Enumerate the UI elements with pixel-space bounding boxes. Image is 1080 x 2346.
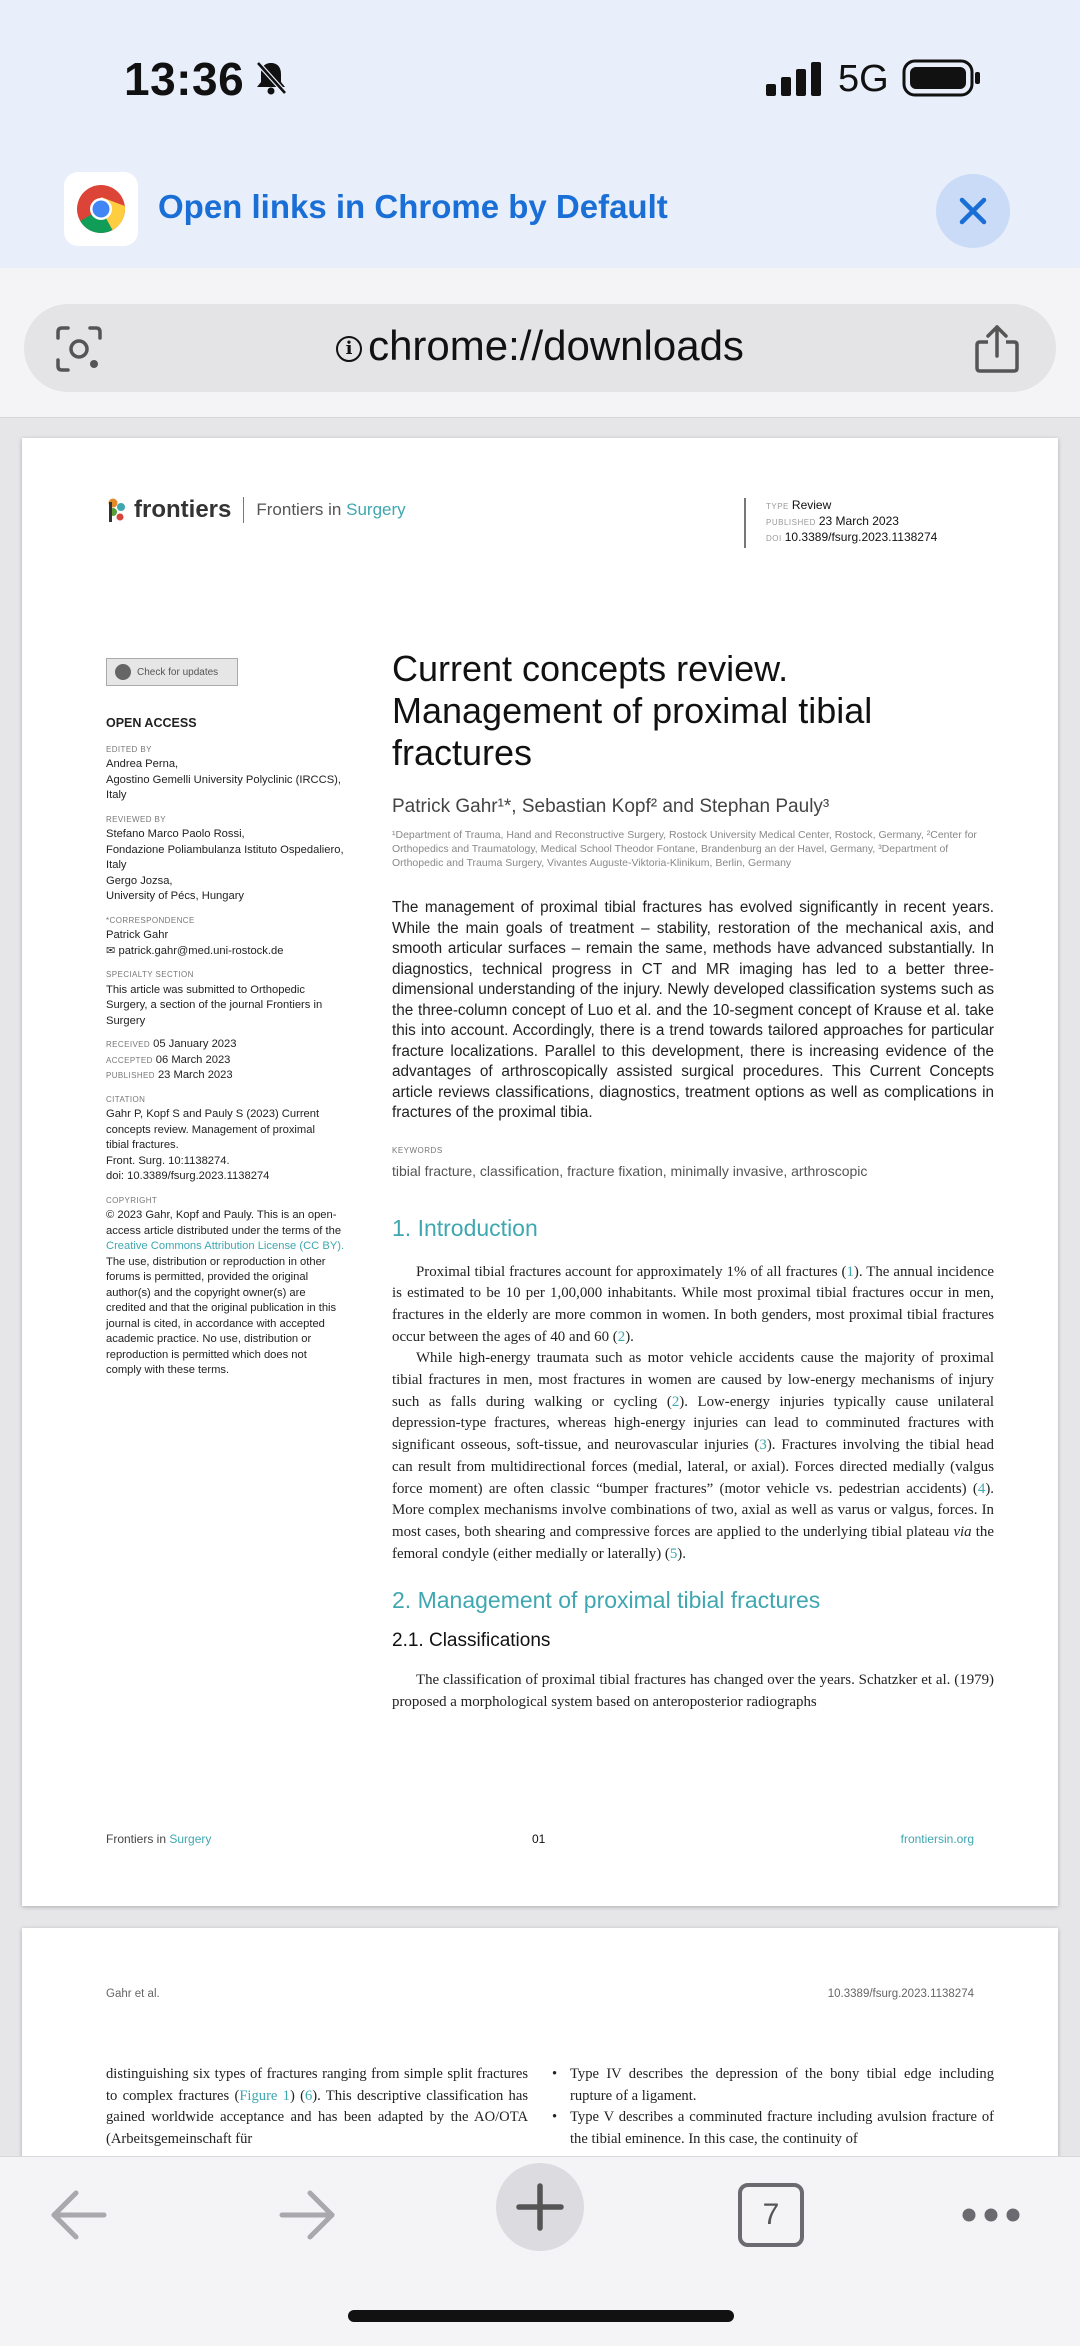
tab-switcher-button[interactable]: 7 bbox=[738, 2183, 804, 2247]
citation-link[interactable]: 2 bbox=[617, 1328, 626, 1345]
edited-by: Andrea Perna, Agostino Gemelli University Polyclinic (IRCCS), Italy bbox=[106, 758, 341, 801]
arrow-left-icon bbox=[48, 2189, 108, 2241]
correspondence-name: Patrick Gahr bbox=[106, 929, 169, 941]
reviewed-by-label: REVIEWED BY bbox=[106, 814, 166, 824]
frontiers-leaf-icon bbox=[106, 497, 128, 523]
specialty-section: This article was submitted to Orthopedic Surgery, a section of the journal Frontiers in Surgery bbox=[106, 983, 323, 1027]
published-value: 23 March 2023 bbox=[818, 514, 899, 528]
license-link[interactable]: Creative Commons Attribution License (CC BY). bbox=[106, 1240, 345, 1252]
list-item bbox=[552, 2107, 994, 2150]
top-area bbox=[0, 0, 1080, 268]
article-meta bbox=[744, 498, 937, 548]
address-bar[interactable] bbox=[24, 304, 1056, 392]
specialty-label: SPECIALTY SECTION bbox=[106, 970, 194, 979]
text-run: While high-energy traumata such as motor vehicle accidents cause the majority of proximal tibial fractures in men, most fractures in women are caused by low-energy mechanisms of injury such as falls during walking or cycling ( bbox=[392, 1350, 994, 1410]
doi-value: 10.3389/fsurg.2023.1138274 bbox=[784, 530, 938, 544]
footer-prefix: Frontiers in bbox=[106, 1832, 167, 1846]
more-dots-icon bbox=[962, 2208, 1020, 2222]
url-text[interactable] bbox=[24, 322, 1056, 370]
bell-muted-icon bbox=[254, 60, 288, 96]
logo-divider bbox=[243, 497, 244, 523]
accepted-label: ACCEPTED bbox=[106, 1055, 153, 1065]
affiliations: ¹Department of Trauma, Hand and Reconstructive Surgery, Rostock University Medical Center, Rostock, Germany, ²Center for Orthopedics and Traumatology, Medical School Theodor Fontane, Brandenburg an der Havel, Germany, ³Department of Orthopedic and Trauma Surgery, Vivantes Auguste-Viktoria-Klinikum, Berlin, Germany bbox=[392, 829, 977, 869]
citation-link[interactable]: 3 bbox=[759, 1437, 767, 1454]
home-indicator[interactable] bbox=[348, 2310, 734, 2322]
journal-title: Surgery bbox=[346, 500, 406, 519]
copyright-text: © 2023 Gahr, Kopf and Pauly. This is an open- access article distributed under the terms of the bbox=[106, 1209, 342, 1237]
text-run: ). More complex mechanisms involve combinations of two, axial as well as varus or valgus, forces. In most cases, both shearing and compressive forces are applied to the underlying tibial plateau bbox=[392, 1480, 994, 1540]
status-time: 13:36 bbox=[124, 53, 245, 105]
list-item-text: Type V describes a comminuted fracture including avulsion fracture of the tibial eminence. In this case, the continuity of bbox=[570, 2109, 994, 2147]
signal-icon bbox=[766, 62, 822, 96]
list-item-text: Type IV describes the depression of the bony tibial edge including rupture of a ligament. bbox=[570, 2066, 994, 2104]
chrome-logo-icon bbox=[64, 172, 138, 246]
introduction-body bbox=[392, 1262, 994, 1566]
more-menu-button[interactable] bbox=[946, 2177, 1036, 2253]
running-head-authors: Gahr et al. bbox=[106, 1988, 160, 2000]
published-label: PUBLISHED bbox=[766, 518, 816, 527]
info-icon[interactable]: i bbox=[336, 336, 362, 362]
citation: Gahr P, Kopf S and Pauly S (2023) Current concepts review. Management of proximal tibial fractures. Front. Surg. 10:1138274. doi: 10.3389/fsurg.2023.1138274 bbox=[106, 1108, 320, 1182]
page2-left-column bbox=[106, 2064, 528, 2150]
check-updates-label: Check for updates bbox=[137, 666, 219, 678]
citation-link[interactable]: 5 bbox=[669, 1545, 678, 1562]
default-browser-banner[interactable] bbox=[0, 160, 1080, 268]
citation-link[interactable]: 2 bbox=[671, 1393, 680, 1410]
text-run: ). bbox=[677, 1545, 686, 1562]
page-number: 01 bbox=[532, 1832, 546, 1846]
address-bar-area bbox=[0, 268, 1080, 418]
authors: Patrick Gahr¹*, Sebastian Kopf² and Stephan Pauly³ bbox=[392, 796, 830, 817]
copyright-terms: The use, distribution or reproduction in other forums is permitted, provided the original author(s) and the copyright owner(s) are credited and that the original publication in this journal is cited, in accordance with accepted academic practice. No use, distribution or reproduction is permitted which does not comply with these terms. bbox=[106, 1255, 337, 1376]
footer-site-link[interactable]: frontiersin.org bbox=[900, 1832, 974, 1846]
banner-text[interactable]: Open links in Chrome by Default bbox=[158, 188, 668, 225]
text-run: ). bbox=[625, 1328, 634, 1345]
plus-icon bbox=[515, 2182, 565, 2232]
keywords-label: KEYWORDS bbox=[392, 1145, 443, 1155]
reviewed-by: Stefano Marco Paolo Rossi, Fondazione Poliambulanza Istituto Ospedaliero, Italy Gergo Jozsa, University of Pécs, Hungary bbox=[106, 828, 344, 902]
frontiers-logo bbox=[106, 496, 406, 524]
sidebar-published-label: PUBLISHED bbox=[106, 1071, 155, 1080]
classification-body bbox=[392, 1670, 994, 1713]
section-2-1-heading: 2.1. Classifications bbox=[392, 1630, 551, 1652]
page2-right-column bbox=[552, 2064, 994, 2150]
article-title: Current concepts review. Management of proximal tibial fractures bbox=[392, 648, 873, 773]
new-tab-button[interactable] bbox=[496, 2163, 584, 2251]
received-label: RECEIVED bbox=[106, 1040, 151, 1049]
section-introduction-heading: 1. Introduction bbox=[392, 1214, 538, 1241]
bullet-icon: • bbox=[552, 2109, 558, 2125]
share-icon[interactable] bbox=[974, 324, 1020, 374]
arrow-right-icon bbox=[278, 2189, 338, 2241]
network-type: 5G bbox=[838, 58, 889, 100]
correspondence-email[interactable]: ✉ patrick.gahr@med.uni-rostock.de bbox=[106, 944, 284, 957]
correspondence-label: *CORRESPONDENCE bbox=[106, 915, 195, 925]
check-updates-icon bbox=[115, 664, 131, 680]
check-for-updates-button[interactable] bbox=[106, 658, 238, 686]
citation-link[interactable]: 1 bbox=[846, 1263, 854, 1280]
journal-name bbox=[256, 500, 405, 520]
text-run: ). Low-energy injuries typically cause unilateral depression-type fractures, whereas high-energy injuries can lead to comminuted fractures with significant osseous, soft-tissue, and neurovascular injuries ( bbox=[392, 1393, 995, 1454]
article-main bbox=[392, 648, 994, 1714]
text-run: ) ( bbox=[289, 2087, 305, 2104]
edited-by-label: EDITED BY bbox=[106, 744, 152, 754]
frontiers-logo-text: frontiers bbox=[134, 496, 232, 523]
intro-paragraph-2 bbox=[392, 1348, 994, 1565]
text-run: ). This descriptive classification has gained worldwide acceptance and has been adapted by the AO/OTA (Arbeitsgemeinschaft für bbox=[106, 2087, 529, 2147]
article-sidebar bbox=[106, 716, 378, 1379]
bullet-icon: • bbox=[552, 2066, 558, 2082]
received-date: 05 January 2023 bbox=[153, 1038, 237, 1050]
list-item bbox=[552, 2064, 994, 2107]
accepted-date: 06 March 2023 bbox=[155, 1053, 231, 1066]
doi-label: DOI bbox=[766, 534, 782, 543]
citation-label: CITATION bbox=[106, 1094, 146, 1104]
abstract: The management of proximal tibial fractures has evolved significantly in recent years. While the main goals of treatment – stability, restoration of the mechanical axis, and smooth articular surfaces – remain the same, methods have advanced substantially. In diagnostics, technical progress in CT and MR imaging has led to a better three-dimensional understanding of the injury. Newly developed classification systems such as the three-column concept of Luo et al. and the 10-segment concept of Krause et al. take this into account. Accordingly, there is a trend towards tailored approaches for particular fracture localizations. Parallel to this development, there is increasing evidence of the advantages of arthroscopically assisted surgical procedures. This Current Concepts article reviews classifications, diagnostics, treatment options as well as complications in fractures of the proximal tibia. bbox=[392, 899, 994, 1121]
footer-journal: Surgery bbox=[169, 1832, 212, 1846]
text-run: Proximal tibial fractures account for approximately 1% of all fractures ( bbox=[416, 1263, 847, 1280]
classification-paragraph: The classification of proximal tibial fractures has changed over the years. Schatzker et al. (1979) proposed a morphological system based on anteroposterior radiographs bbox=[392, 1672, 994, 1711]
back-button[interactable] bbox=[40, 2177, 116, 2253]
text-run: ). Fractures involving the tibial head can result from multidirectional forces (medial, lateral, or axial). Forces directed medially (valgus force moment) are often classic “bumper fractures” (motor vehicle vs. pedestrian accidents) ( bbox=[392, 1437, 994, 1497]
journal-prefix: Frontiers in bbox=[256, 500, 342, 519]
battery-icon bbox=[902, 58, 982, 98]
text-run: ). The annual incidence is estimated to be 10 per 1,00,000 inhabitants. While most proximal tibial fractures occur in men, fractures in the elderly are more common in women. In both genders, most proximal tibial fractures occur between the ages of 40 and 60 ( bbox=[392, 1263, 995, 1345]
intro-paragraph-1 bbox=[392, 1262, 994, 1349]
figure-link[interactable]: Figure 1 bbox=[239, 2087, 290, 2104]
section-2-heading: 2. Management of proximal tibial fractures bbox=[392, 1587, 821, 1614]
open-access-label: OPEN ACCESS bbox=[106, 716, 197, 730]
forward-button[interactable] bbox=[270, 2177, 346, 2253]
text-run-italic: via bbox=[953, 1523, 972, 1540]
type-value: Review bbox=[791, 498, 832, 512]
keywords: tibial fracture, classification, fracture fixation, minimally invasive, arthroscopic bbox=[392, 1162, 868, 1179]
url: chrome://downloads bbox=[368, 322, 744, 369]
type-label: TYPE bbox=[766, 502, 789, 511]
text-run: the femoral condyle (either medially or laterally) ( bbox=[392, 1523, 994, 1562]
close-icon bbox=[957, 195, 989, 227]
sidebar-published-date: 23 March 2023 bbox=[157, 1069, 233, 1081]
close-banner-button[interactable] bbox=[936, 174, 1010, 248]
running-head-doi: 10.3389/fsurg.2023.1138274 bbox=[827, 1988, 974, 2000]
page-footer-journal bbox=[106, 1832, 211, 1846]
text-run: distinguishing six types of fractures ranging from simple split fractures to complex fractures ( bbox=[106, 2066, 528, 2104]
citation-link[interactable]: 4 bbox=[977, 1480, 986, 1497]
citation-link[interactable]: 6 bbox=[304, 2087, 313, 2104]
copyright-label: COPYRIGHT bbox=[106, 1195, 158, 1205]
pdf-page-1[interactable] bbox=[22, 438, 1058, 1906]
